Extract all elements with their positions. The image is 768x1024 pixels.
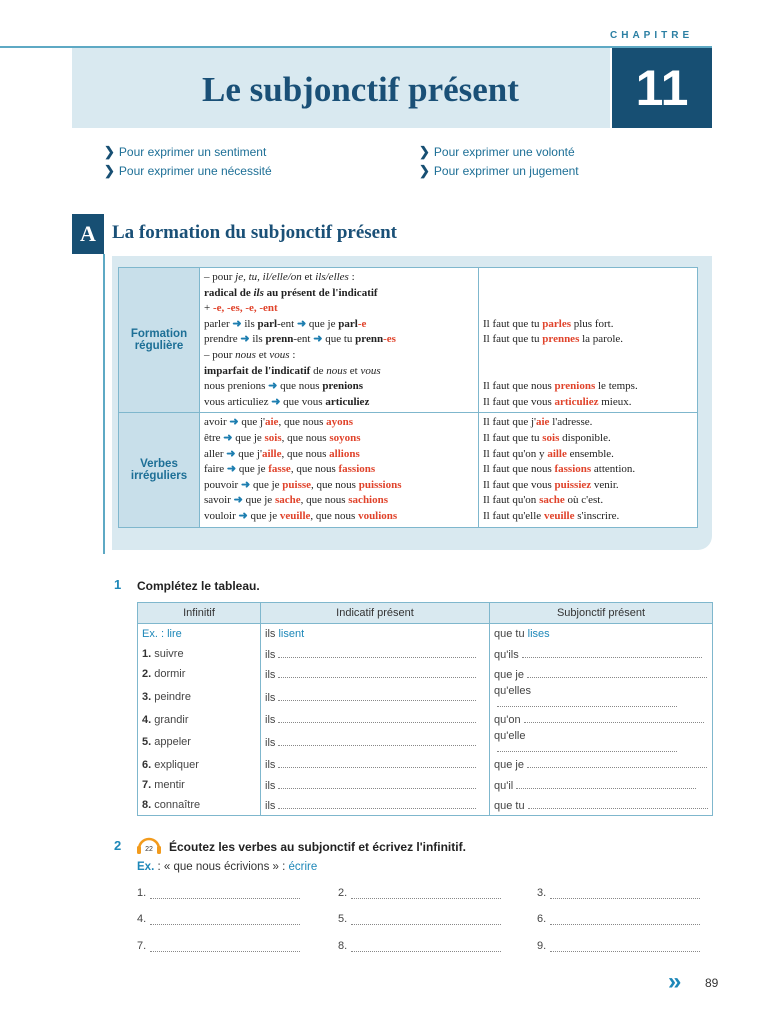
chevron-right-icon: ❯: [104, 163, 115, 178]
answer-blank[interactable]: [278, 779, 476, 789]
answer-blank-row[interactable]: 1.: [137, 887, 300, 899]
answer-blank-row[interactable]: 8.: [338, 940, 501, 952]
audio-track-icon[interactable]: [135, 835, 163, 855]
arrow-right-icon: ➜: [240, 333, 250, 346]
arrow-right-icon: ➜: [271, 395, 281, 408]
arrow-right-icon: ➜: [240, 478, 251, 491]
exercise-number: 1: [114, 577, 122, 592]
table-row: 6. expliquer ils que je: [138, 755, 713, 775]
track-number: 22: [145, 846, 153, 853]
answer-blank[interactable]: [497, 697, 677, 707]
answer-blank[interactable]: [522, 648, 702, 658]
objective-item: ❯ Pour exprimer un jugement: [419, 163, 579, 178]
objective-item: ❯ Pour exprimer une volonté: [419, 144, 575, 159]
section-title: La formation du subjonctif présent: [112, 222, 398, 243]
table-row: 7. mentir ils qu'il: [138, 775, 713, 795]
arrow-right-icon: ➜: [233, 494, 243, 507]
page-number: 89: [705, 976, 719, 990]
arrow-right-icon: ➜: [296, 317, 307, 330]
answer-blank[interactable]: [528, 799, 708, 809]
arrow-right-icon: ➜: [223, 431, 233, 444]
exercise-number: 2: [114, 838, 122, 853]
grammar-table: [118, 267, 698, 528]
chevron-right-icon: ❯: [104, 144, 115, 159]
arrow-right-icon: ➜: [268, 380, 278, 393]
arrow-right-icon: ➜: [232, 317, 242, 330]
column-header: Indicatif présent: [261, 603, 490, 624]
answer-blank[interactable]: [516, 779, 696, 789]
regular-examples: Il faut que tu parles plus fort. Il faut que tu prennes la parole. Il faut que nous prenions le temps. Il faut que vous articuliez mieux.: [479, 268, 698, 413]
answer-blank-row[interactable]: 6.: [537, 913, 700, 925]
chapter-label: CHAPITRE: [610, 30, 694, 41]
answer-blank[interactable]: [278, 713, 476, 723]
irregular-examples: Il faut que j'aie l'adresse. Il faut que tu sois disponible. Il faut qu'on y aille ensemble. Il faut que nous fassions attention. Il faut que vous puissiez venir. Il faut qu'on sache où c'est. Il faut qu'elle veuille s'inscrire.: [479, 413, 698, 527]
regular-label: Formation régulière: [119, 268, 200, 413]
irregular-rules: avoir ➜ que j'aie, que nous ayons être ➜ que je sois, que nous soyons aller ➜ que j'aille, que nous allions faire ➜ que je fasse, que nous fassions pouvoir ➜ que je puisse, que nous puissions savoir ➜ que je sache, que nous sachions vouloir ➜ que je veuille, que nous voulions: [200, 413, 479, 527]
arrow-right-icon: ➜: [226, 463, 237, 476]
answer-blank[interactable]: [278, 668, 476, 678]
section-rule: [103, 254, 105, 554]
table-row: 5. appeler ils qu'elle: [138, 730, 713, 755]
regular-rules: – pour je, tu, il/elle/on et ils/elles : radical de ils au présent de l'indicatif + -e, -es, -e, -ent parler ➜ ils parl-ent ➜ que je parl-e prendre ➜ ils prenn-ent ➜ que tu prenn-es – pour nous et vous : imparfait de l'indicatif de nous et vous nous prenions ➜ que nous prenions vous articuliez ➜ que vous articuliez: [200, 268, 479, 413]
table-row: 4. grandir ils qu'on: [138, 710, 713, 730]
column-header: Subjonctif présent: [490, 603, 713, 624]
answer-blank-row[interactable]: 5.: [338, 913, 501, 925]
page-title: Le subjonctif présent: [202, 70, 519, 109]
table-row: 3. peindre ils qu'elles: [138, 685, 713, 710]
arrow-right-icon: ➜: [313, 333, 323, 346]
answer-blank-row[interactable]: 4.: [137, 913, 300, 925]
objective-item: ❯ Pour exprimer un sentiment: [104, 144, 267, 159]
chapter-number: 11: [612, 48, 712, 128]
answer-blank-row[interactable]: 2.: [338, 887, 501, 899]
conjugation-table: [137, 602, 713, 816]
exercise-instruction: Écoutez les verbes au subjonctif et écrivez l'infinitif.: [169, 840, 466, 854]
answer-blank[interactable]: [524, 713, 704, 723]
table-row: 8. connaître ils que tu: [138, 795, 713, 816]
arrow-right-icon: ➜: [226, 447, 236, 460]
answer-blank[interactable]: [278, 736, 476, 746]
table-row: 1. suivre ils qu'ils: [138, 644, 713, 664]
answer-blank[interactable]: [278, 648, 476, 658]
arrow-right-icon: ➜: [238, 509, 248, 522]
answer-blank[interactable]: [278, 758, 476, 768]
answer-blank[interactable]: [527, 668, 707, 678]
objective-item: ❯ Pour exprimer une nécessité: [104, 163, 272, 178]
answer-blank[interactable]: [497, 742, 677, 752]
answer-blank[interactable]: [278, 691, 476, 701]
page-chevron-icon: »: [668, 968, 682, 995]
table-row: 2. dormir ils que je: [138, 664, 713, 684]
answer-blank-row[interactable]: 3.: [537, 887, 700, 899]
answer-blank[interactable]: [278, 799, 476, 809]
arrow-right-icon: ➜: [229, 416, 239, 429]
answer-blank-row[interactable]: 7.: [137, 940, 300, 952]
answer-blank[interactable]: [527, 758, 707, 768]
chevron-right-icon: ❯: [419, 144, 430, 159]
exercise-instruction: Complétez le tableau.: [137, 579, 260, 593]
section-letter: A: [72, 214, 104, 254]
chevron-right-icon: ❯: [419, 163, 430, 178]
answer-blank-row[interactable]: 9.: [537, 940, 700, 952]
column-header: Infinitif: [138, 603, 261, 624]
exercise-example: Ex. : « que nous écrivions » : écrire: [137, 861, 318, 873]
table-row: Ex. : lire ils lisent que tu lises: [138, 624, 713, 645]
irregular-label: Verbes irréguliers: [119, 413, 200, 527]
